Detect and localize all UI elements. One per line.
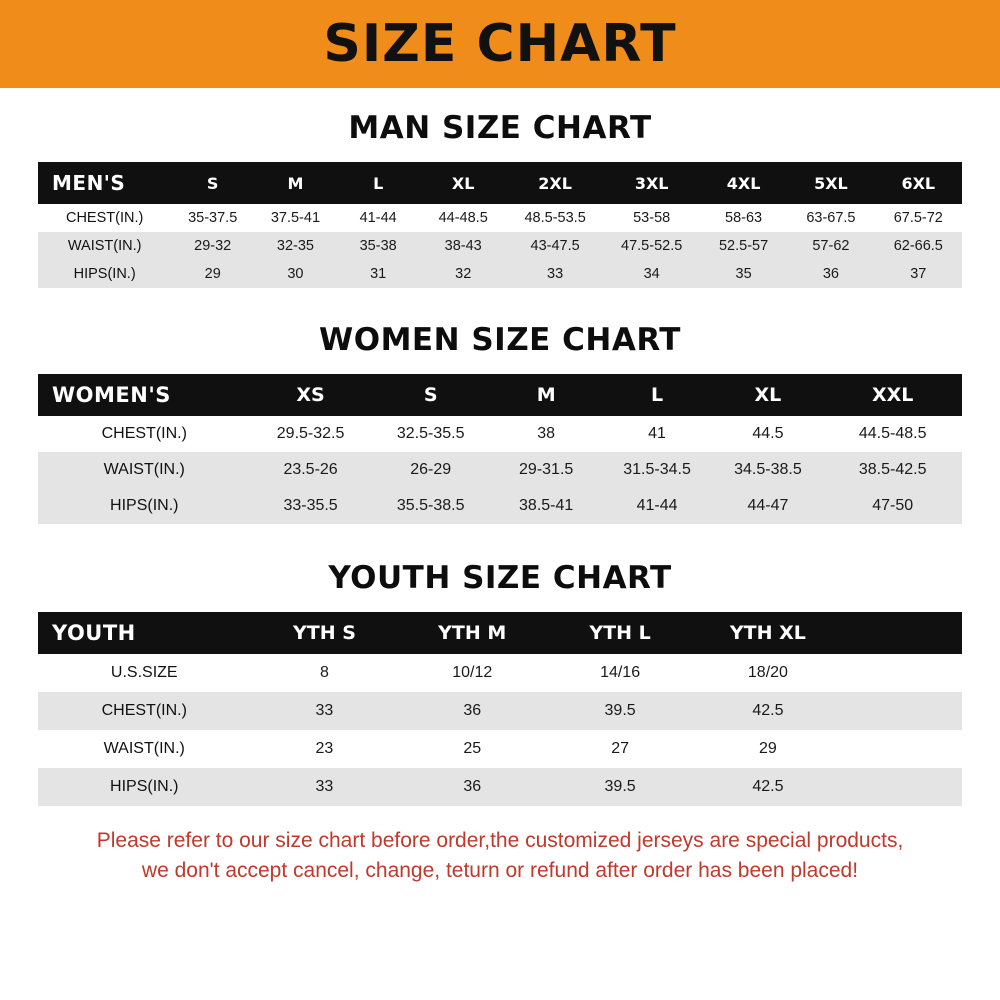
women-row-0-label: CHEST(IN.) xyxy=(38,416,251,452)
youth-row-0-label: U.S.SIZE xyxy=(38,654,251,692)
men-table-body xyxy=(38,204,962,288)
men-cell-0-1: 37.5-41 xyxy=(254,204,337,232)
youth-cell-2-1: 25 xyxy=(398,730,546,768)
women-cell-2-5: 47-50 xyxy=(823,488,962,524)
women-row-2-label: HIPS(IN.) xyxy=(38,488,251,524)
youth-cell-2-3: 29 xyxy=(694,730,842,768)
men-section-heading: MAN SIZE CHART xyxy=(348,110,652,146)
women-cell-0-4: 44.5 xyxy=(712,416,823,452)
men-cell-2-1: 30 xyxy=(254,260,337,288)
men-cell-1-7: 57-62 xyxy=(787,232,874,260)
youth-cell-2-4 xyxy=(842,730,962,768)
women-cell-1-4: 34.5-38.5 xyxy=(712,452,823,488)
women-col-2: S xyxy=(371,374,491,416)
youth-cell-3-4 xyxy=(842,768,962,806)
men-header-row xyxy=(38,162,962,204)
youth-cell-1-3: 42.5 xyxy=(694,692,842,730)
men-col-1: S xyxy=(171,162,254,204)
youth-section-heading: YOUTH SIZE CHART xyxy=(328,560,672,596)
youth-cell-0-2: 14/16 xyxy=(546,654,694,692)
youth-cell-1-4 xyxy=(842,692,962,730)
table-row xyxy=(38,488,962,524)
men-cell-0-5: 53-58 xyxy=(603,204,700,232)
men-cell-1-6: 52.5-57 xyxy=(700,232,787,260)
women-col-0: WOMEN'S xyxy=(38,374,251,416)
men-cell-1-3: 38-43 xyxy=(420,232,507,260)
men-col-5: 2XL xyxy=(507,162,604,204)
youth-col-0: YOUTH xyxy=(38,612,251,654)
women-cell-0-5: 44.5-48.5 xyxy=(823,416,962,452)
youth-cell-3-2: 39.5 xyxy=(546,768,694,806)
men-col-9: 6XL xyxy=(875,162,962,204)
men-cell-0-2: 41-44 xyxy=(337,204,420,232)
men-cell-0-3: 44-48.5 xyxy=(420,204,507,232)
disclaimer-line-2: we don't accept cancel, change, teturn or refund after order has been placed! xyxy=(141,859,859,883)
men-cell-0-0: 35-37.5 xyxy=(171,204,254,232)
page-title: SIZE CHART xyxy=(323,14,677,74)
men-col-3: L xyxy=(337,162,420,204)
women-table-body xyxy=(38,416,962,524)
men-col-8: 5XL xyxy=(787,162,874,204)
women-cell-2-4: 44-47 xyxy=(712,488,823,524)
men-col-4: XL xyxy=(420,162,507,204)
disclaimer-note xyxy=(0,826,1000,887)
youth-row-3-label: HIPS(IN.) xyxy=(38,768,251,806)
youth-cell-0-1: 10/12 xyxy=(398,654,546,692)
youth-cell-1-2: 39.5 xyxy=(546,692,694,730)
women-cell-1-1: 26-29 xyxy=(371,452,491,488)
men-cell-1-2: 35-38 xyxy=(337,232,420,260)
men-col-2: M xyxy=(254,162,337,204)
youth-cell-2-2: 27 xyxy=(546,730,694,768)
youth-cell-2-0: 23 xyxy=(251,730,399,768)
youth-table-wrapper xyxy=(0,612,1000,806)
women-cell-2-0: 33-35.5 xyxy=(251,488,371,524)
men-cell-0-6: 58-63 xyxy=(700,204,787,232)
table-row xyxy=(38,204,962,232)
men-row-0-label: CHEST(IN.) xyxy=(38,204,171,232)
men-col-0: MEN'S xyxy=(38,162,171,204)
men-cell-1-0: 29-32 xyxy=(171,232,254,260)
men-row-1-label: WAIST(IN.) xyxy=(38,232,171,260)
women-table-head xyxy=(38,374,962,416)
youth-cell-3-3: 42.5 xyxy=(694,768,842,806)
men-table-wrapper xyxy=(0,162,1000,288)
women-cell-1-2: 29-31.5 xyxy=(491,452,602,488)
youth-col-4: YTH XL xyxy=(694,612,842,654)
youth-table-body xyxy=(38,654,962,806)
table-row xyxy=(38,232,962,260)
men-cell-0-4: 48.5-53.5 xyxy=(507,204,604,232)
youth-col-2: YTH M xyxy=(398,612,546,654)
youth-table-head xyxy=(38,612,962,654)
women-header-row xyxy=(38,374,962,416)
women-cell-1-0: 23.5-26 xyxy=(251,452,371,488)
women-cell-2-2: 38.5-41 xyxy=(491,488,602,524)
youth-col-1: YTH S xyxy=(251,612,399,654)
table-row xyxy=(38,654,962,692)
youth-row-2-label: WAIST(IN.) xyxy=(38,730,251,768)
table-row xyxy=(38,416,962,452)
men-cell-1-5: 47.5-52.5 xyxy=(603,232,700,260)
men-cell-1-8: 62-66.5 xyxy=(875,232,962,260)
women-col-5: XL xyxy=(712,374,823,416)
men-size-table xyxy=(38,162,962,288)
men-col-6: 3XL xyxy=(603,162,700,204)
women-cell-0-2: 38 xyxy=(491,416,602,452)
men-cell-2-2: 31 xyxy=(337,260,420,288)
disclaimer-line-1: Please refer to our size chart before order,the customized jerseys are special products, xyxy=(96,829,904,852)
men-cell-0-8: 67.5-72 xyxy=(875,204,962,232)
men-cell-2-4: 33 xyxy=(507,260,604,288)
youth-cell-0-4 xyxy=(842,654,962,692)
men-cell-2-5: 34 xyxy=(603,260,700,288)
men-cell-2-6: 35 xyxy=(700,260,787,288)
women-cell-2-3: 41-44 xyxy=(602,488,713,524)
women-col-1: XS xyxy=(251,374,371,416)
women-table-wrapper xyxy=(0,374,1000,524)
women-cell-1-3: 31.5-34.5 xyxy=(602,452,713,488)
women-cell-1-5: 38.5-42.5 xyxy=(823,452,962,488)
youth-cell-1-1: 36 xyxy=(398,692,546,730)
men-row-2-label: HIPS(IN.) xyxy=(38,260,171,288)
youth-cell-1-0: 33 xyxy=(251,692,399,730)
youth-col-3: YTH L xyxy=(546,612,694,654)
women-cell-2-1: 35.5-38.5 xyxy=(371,488,491,524)
women-row-1-label: WAIST(IN.) xyxy=(38,452,251,488)
men-cell-1-4: 43-47.5 xyxy=(507,232,604,260)
women-cell-0-1: 32.5-35.5 xyxy=(371,416,491,452)
women-cell-0-3: 41 xyxy=(602,416,713,452)
men-cell-2-8: 37 xyxy=(875,260,962,288)
table-row xyxy=(38,452,962,488)
women-section-heading: WOMEN SIZE CHART xyxy=(319,322,681,358)
men-col-7: 4XL xyxy=(700,162,787,204)
men-cell-2-7: 36 xyxy=(787,260,874,288)
youth-row-1-label: CHEST(IN.) xyxy=(38,692,251,730)
youth-cell-0-3: 18/20 xyxy=(694,654,842,692)
men-cell-1-1: 32-35 xyxy=(254,232,337,260)
men-cell-2-0: 29 xyxy=(171,260,254,288)
youth-col-5 xyxy=(842,612,962,654)
women-col-6: XXL xyxy=(823,374,962,416)
women-cell-0-0: 29.5-32.5 xyxy=(251,416,371,452)
women-col-4: L xyxy=(602,374,713,416)
youth-cell-3-1: 36 xyxy=(398,768,546,806)
table-row xyxy=(38,768,962,806)
men-cell-0-7: 63-67.5 xyxy=(787,204,874,232)
table-row xyxy=(38,260,962,288)
men-cell-2-3: 32 xyxy=(420,260,507,288)
youth-cell-0-0: 8 xyxy=(251,654,399,692)
table-row xyxy=(38,730,962,768)
men-table-head xyxy=(38,162,962,204)
youth-header-row xyxy=(38,612,962,654)
header-banner xyxy=(0,0,1000,88)
women-size-table xyxy=(38,374,962,524)
table-row xyxy=(38,692,962,730)
youth-size-table xyxy=(38,612,962,806)
youth-cell-3-0: 33 xyxy=(251,768,399,806)
women-col-3: M xyxy=(491,374,602,416)
